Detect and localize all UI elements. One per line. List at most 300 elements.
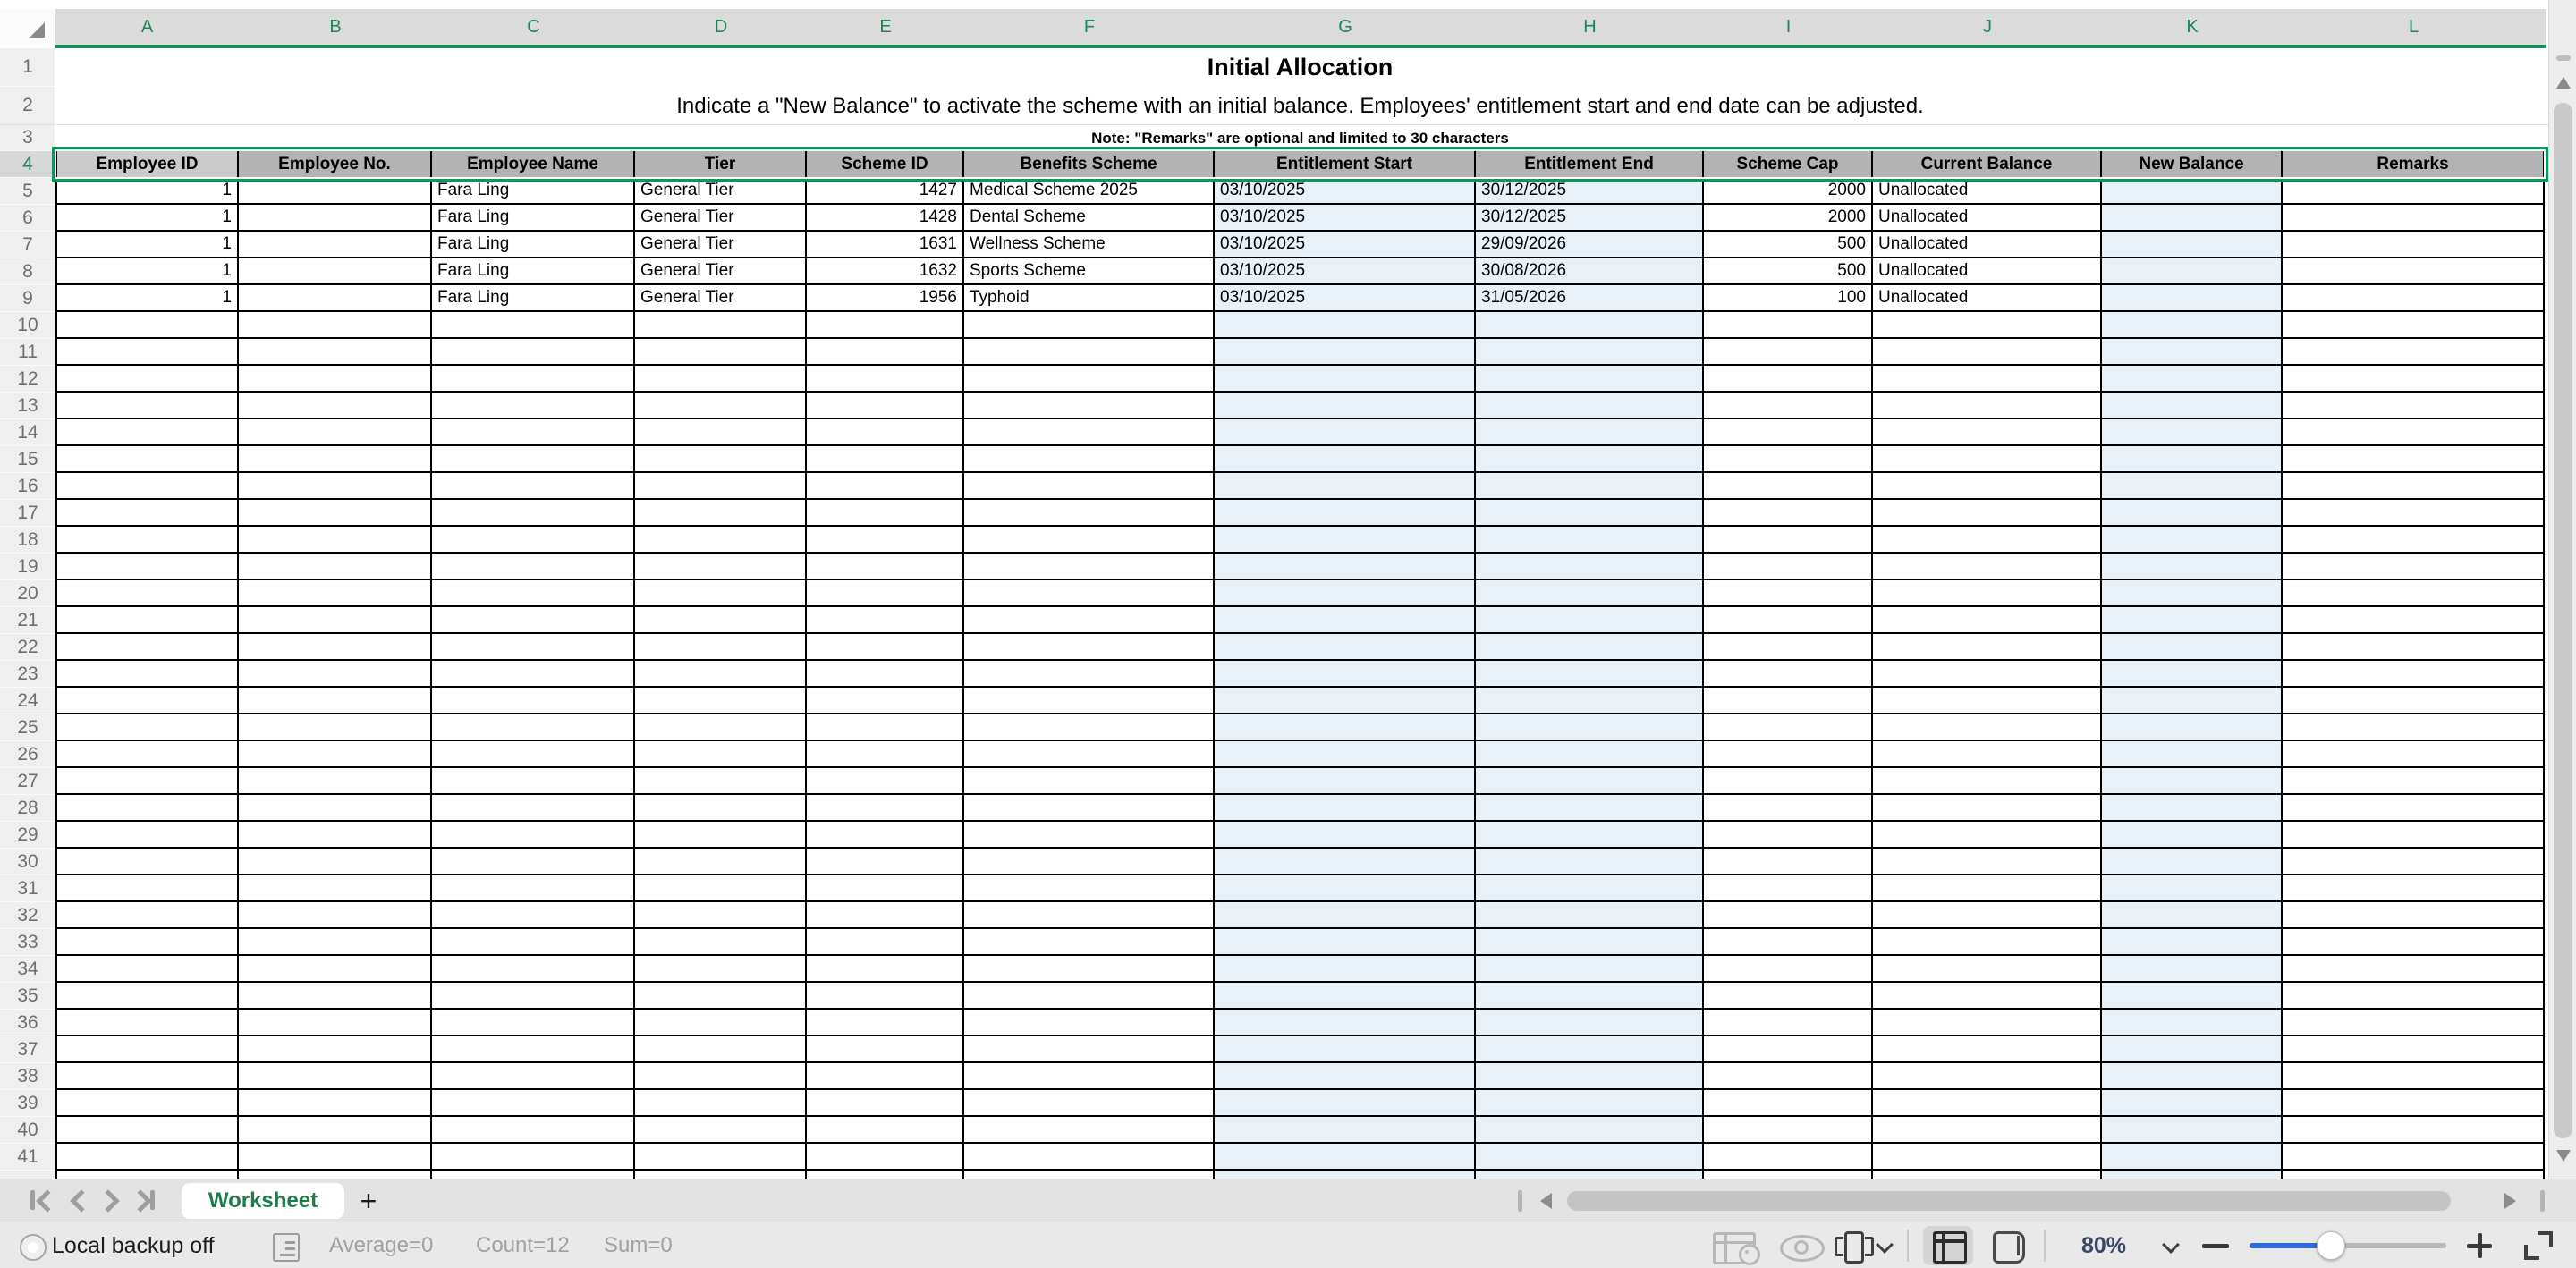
cell-K5[interactable] (2102, 178, 2283, 203)
cell-G36[interactable] (1215, 1010, 1476, 1035)
cell-G27[interactable] (1215, 768, 1476, 793)
cell-A21[interactable] (55, 607, 239, 632)
row-header-34[interactable]: 34 (0, 956, 55, 983)
cell-A41[interactable] (55, 1144, 239, 1169)
cell-C38[interactable] (432, 1063, 635, 1088)
cell-B13[interactable] (239, 393, 432, 418)
cell-I16[interactable] (1704, 473, 1873, 498)
cell-A17[interactable] (55, 500, 239, 525)
cell-G41[interactable] (1215, 1144, 1476, 1169)
cell-E25[interactable] (807, 714, 964, 740)
row-header-15[interactable]: 15 (0, 446, 55, 473)
cell-L34[interactable] (2283, 956, 2545, 981)
row-header-20[interactable]: 20 (0, 580, 55, 607)
cell-B28[interactable] (239, 795, 432, 820)
cell-G25[interactable] (1215, 714, 1476, 740)
cell-K40[interactable] (2102, 1117, 2283, 1142)
cell-I26[interactable] (1704, 741, 1873, 766)
cell-K11[interactable] (2102, 339, 2283, 364)
row-header-23[interactable]: 23 (0, 661, 55, 688)
header-cell-tier[interactable]: Tier (635, 151, 807, 178)
cell-A13[interactable] (55, 393, 239, 418)
cell-L7[interactable] (2283, 232, 2545, 257)
cell-J31[interactable] (1873, 875, 2102, 900)
cell-B7[interactable] (239, 232, 432, 257)
cell-J21[interactable] (1873, 607, 2102, 632)
cell-G32[interactable] (1215, 902, 1476, 927)
cell-B38[interactable] (239, 1063, 432, 1088)
cell-L10[interactable] (2283, 312, 2545, 337)
cell-B32[interactable] (239, 902, 432, 927)
cell-G21[interactable] (1215, 607, 1476, 632)
cell-H21[interactable] (1476, 607, 1704, 632)
cell-F34[interactable] (964, 956, 1215, 981)
cell-E16[interactable] (807, 473, 964, 498)
cell-A36[interactable] (55, 1010, 239, 1035)
cell-C11[interactable] (432, 339, 635, 364)
cell-G8[interactable]: 03/10/2025 (1215, 258, 1476, 283)
cell-L32[interactable] (2283, 902, 2545, 927)
cell-F30[interactable] (964, 849, 1215, 874)
add-sheet-button[interactable]: + (360, 1184, 377, 1217)
cell-L40[interactable] (2283, 1117, 2545, 1142)
row-header-19[interactable]: 19 (0, 554, 55, 580)
cell-K37[interactable] (2102, 1036, 2283, 1061)
cell-C14[interactable] (432, 419, 635, 444)
cell-H36[interactable] (1476, 1010, 1704, 1035)
row-header-36[interactable]: 36 (0, 1010, 55, 1036)
cell-L25[interactable] (2283, 714, 2545, 740)
cell-D16[interactable] (635, 473, 807, 498)
cell-D19[interactable] (635, 554, 807, 579)
cell-L42[interactable] (2283, 1171, 2545, 1179)
cell-K12[interactable] (2102, 366, 2283, 391)
cell-K41[interactable] (2102, 1144, 2283, 1169)
cell-L30[interactable] (2283, 849, 2545, 874)
row-header-13[interactable]: 13 (0, 393, 55, 419)
cell-F10[interactable] (964, 312, 1215, 337)
cell-H39[interactable] (1476, 1090, 1704, 1115)
cell-I41[interactable] (1704, 1144, 1873, 1169)
zoom-out-button[interactable] (2202, 1244, 2229, 1248)
cell-D41[interactable] (635, 1144, 807, 1169)
cell-F35[interactable] (964, 983, 1215, 1008)
cell-J35[interactable] (1873, 983, 2102, 1008)
cell-J12[interactable] (1873, 366, 2102, 391)
cell-C32[interactable] (432, 902, 635, 927)
cell-D14[interactable] (635, 419, 807, 444)
cell-B18[interactable] (239, 527, 432, 552)
cell-C18[interactable] (432, 527, 635, 552)
cell-C17[interactable] (432, 500, 635, 525)
header-cell-remarks[interactable]: Remarks (2283, 151, 2545, 178)
cell-H18[interactable] (1476, 527, 1704, 552)
row-header-16[interactable]: 16 (0, 473, 55, 500)
cell-G35[interactable] (1215, 983, 1476, 1008)
cell-F38[interactable] (964, 1063, 1215, 1088)
cell-B33[interactable] (239, 929, 432, 954)
row-header-12[interactable]: 12 (0, 366, 55, 393)
cell-A19[interactable] (55, 554, 239, 579)
cell-E37[interactable] (807, 1036, 964, 1061)
cell-D26[interactable] (635, 741, 807, 766)
cell-L15[interactable] (2283, 446, 2545, 471)
cell-C30[interactable] (432, 849, 635, 874)
cell-F16[interactable] (964, 473, 1215, 498)
cell-G7[interactable]: 03/10/2025 (1215, 232, 1476, 257)
cell-D40[interactable] (635, 1117, 807, 1142)
normal-view-button[interactable] (1923, 1226, 1973, 1265)
cell-B24[interactable] (239, 688, 432, 713)
cell-F32[interactable] (964, 902, 1215, 927)
cell-H29[interactable] (1476, 822, 1704, 847)
cell-D12[interactable] (635, 366, 807, 391)
cell-I32[interactable] (1704, 902, 1873, 927)
row-header-39[interactable]: 39 (0, 1090, 55, 1117)
cell-C31[interactable] (432, 875, 635, 900)
cell-A12[interactable] (55, 366, 239, 391)
cell-E5[interactable]: 1427 (807, 178, 964, 203)
row-header-2[interactable]: 2 (0, 87, 55, 125)
header-cell-current-balance[interactable]: Current Balance (1873, 151, 2102, 178)
cell-A25[interactable] (55, 714, 239, 740)
cell-B26[interactable] (239, 741, 432, 766)
row-header-24[interactable]: 24 (0, 688, 55, 714)
cell-B27[interactable] (239, 768, 432, 793)
cell-E11[interactable] (807, 339, 964, 364)
cell-C24[interactable] (432, 688, 635, 713)
cell-A20[interactable] (55, 580, 239, 605)
cell-F24[interactable] (964, 688, 1215, 713)
cell-F8[interactable]: Sports Scheme (964, 258, 1215, 283)
cell-E12[interactable] (807, 366, 964, 391)
cell-G20[interactable] (1215, 580, 1476, 605)
cell-D13[interactable] (635, 393, 807, 418)
cell-K32[interactable] (2102, 902, 2283, 927)
cell-I35[interactable] (1704, 983, 1873, 1008)
cell-G13[interactable] (1215, 393, 1476, 418)
cell-C39[interactable] (432, 1090, 635, 1115)
cell-D28[interactable] (635, 795, 807, 820)
cell-H9[interactable]: 31/05/2026 (1476, 285, 1704, 310)
cell-H41[interactable] (1476, 1144, 1704, 1169)
cell-I20[interactable] (1704, 580, 1873, 605)
cell-C5[interactable]: Fara Ling (432, 178, 635, 203)
zoom-slider-thumb[interactable] (2317, 1231, 2345, 1260)
cell-I19[interactable] (1704, 554, 1873, 579)
cell-G22[interactable] (1215, 634, 1476, 659)
row-header-5[interactable]: 5 (0, 178, 55, 205)
cell-L27[interactable] (2283, 768, 2545, 793)
cell-K25[interactable] (2102, 714, 2283, 740)
cell-K19[interactable] (2102, 554, 2283, 579)
cell-H24[interactable] (1476, 688, 1704, 713)
cell-H32[interactable] (1476, 902, 1704, 927)
cell-I38[interactable] (1704, 1063, 1873, 1088)
cell-F20[interactable] (964, 580, 1215, 605)
cell-H25[interactable] (1476, 714, 1704, 740)
cell-K27[interactable] (2102, 768, 2283, 793)
cell-K21[interactable] (2102, 607, 2283, 632)
vertical-scrollbar[interactable] (2548, 0, 2576, 1179)
cell-J28[interactable] (1873, 795, 2102, 820)
row-header-11[interactable]: 11 (0, 339, 55, 366)
column-header-J[interactable]: J (1983, 16, 1992, 37)
cell-E31[interactable] (807, 875, 964, 900)
cell-C6[interactable]: Fara Ling (432, 205, 635, 230)
cell-J26[interactable] (1873, 741, 2102, 766)
cell-B34[interactable] (239, 956, 432, 981)
cell-C35[interactable] (432, 983, 635, 1008)
cell-A39[interactable] (55, 1090, 239, 1115)
cell-J14[interactable] (1873, 419, 2102, 444)
cell-I22[interactable] (1704, 634, 1873, 659)
cell-G18[interactable] (1215, 527, 1476, 552)
cell-H13[interactable] (1476, 393, 1704, 418)
cell-K38[interactable] (2102, 1063, 2283, 1088)
cell-I17[interactable] (1704, 500, 1873, 525)
cell-D18[interactable] (635, 527, 807, 552)
cell-E13[interactable] (807, 393, 964, 418)
cell-B8[interactable] (239, 258, 432, 283)
cell-K17[interactable] (2102, 500, 2283, 525)
cell-C19[interactable] (432, 554, 635, 579)
cell-F37[interactable] (964, 1036, 1215, 1061)
zoom-in-button[interactable] (2467, 1233, 2492, 1258)
cell-I18[interactable] (1704, 527, 1873, 552)
row-header-32[interactable]: 32 (0, 902, 55, 929)
cell-E19[interactable] (807, 554, 964, 579)
cell-G11[interactable] (1215, 339, 1476, 364)
cell-F17[interactable] (964, 500, 1215, 525)
cell-D32[interactable] (635, 902, 807, 927)
hsplit-handle-right-icon[interactable] (2540, 1190, 2545, 1212)
cell-L12[interactable] (2283, 366, 2545, 391)
zoom-level[interactable]: 80% (2081, 1232, 2127, 1258)
cell-C9[interactable]: Fara Ling (432, 285, 635, 310)
row-header-1[interactable]: 1 (0, 48, 55, 87)
page-layout-view-icon[interactable] (1993, 1231, 2025, 1264)
cell-D24[interactable] (635, 688, 807, 713)
column-header-L[interactable]: L (2408, 16, 2419, 37)
cell-I31[interactable] (1704, 875, 1873, 900)
cell-G23[interactable] (1215, 661, 1476, 686)
cell-J39[interactable] (1873, 1090, 2102, 1115)
cell-H37[interactable] (1476, 1036, 1704, 1061)
cell-F12[interactable] (964, 366, 1215, 391)
cell-K30[interactable] (2102, 849, 2283, 874)
cell-C8[interactable]: Fara Ling (432, 258, 635, 283)
cell-L20[interactable] (2283, 580, 2545, 605)
cell-G16[interactable] (1215, 473, 1476, 498)
cell-D20[interactable] (635, 580, 807, 605)
cell-L23[interactable] (2283, 661, 2545, 686)
cell-D22[interactable] (635, 634, 807, 659)
cell-G10[interactable] (1215, 312, 1476, 337)
cell-G26[interactable] (1215, 741, 1476, 766)
cell-A15[interactable] (55, 446, 239, 471)
cell-E29[interactable] (807, 822, 964, 847)
cell-B36[interactable] (239, 1010, 432, 1035)
cell-L13[interactable] (2283, 393, 2545, 418)
cell-D33[interactable] (635, 929, 807, 954)
cell-L37[interactable] (2283, 1036, 2545, 1061)
cell-D6[interactable]: General Tier (635, 205, 807, 230)
cell-D31[interactable] (635, 875, 807, 900)
cell-L35[interactable] (2283, 983, 2545, 1008)
cell-E41[interactable] (807, 1144, 964, 1169)
document-info-icon[interactable] (273, 1233, 300, 1262)
column-header-C[interactable]: C (527, 16, 540, 37)
cell-D10[interactable] (635, 312, 807, 337)
cell-F14[interactable] (964, 419, 1215, 444)
cell-K15[interactable] (2102, 446, 2283, 471)
cell-H14[interactable] (1476, 419, 1704, 444)
cell-J16[interactable] (1873, 473, 2102, 498)
cell-K16[interactable] (2102, 473, 2283, 498)
cell-B40[interactable] (239, 1117, 432, 1142)
cell-C20[interactable] (432, 580, 635, 605)
cell-E14[interactable] (807, 419, 964, 444)
cell-B11[interactable] (239, 339, 432, 364)
cell-G5[interactable]: 03/10/2025 (1215, 178, 1476, 203)
column-header-G[interactable]: G (1338, 16, 1352, 37)
column-header-E[interactable]: E (879, 16, 892, 37)
cell-A10[interactable] (55, 312, 239, 337)
cell-D25[interactable] (635, 714, 807, 740)
cell-D39[interactable] (635, 1090, 807, 1115)
cell-C42[interactable] (432, 1171, 635, 1179)
cell-B22[interactable] (239, 634, 432, 659)
cell-G33[interactable] (1215, 929, 1476, 954)
cell-E38[interactable] (807, 1063, 964, 1088)
cell-G6[interactable]: 03/10/2025 (1215, 205, 1476, 230)
cell-H22[interactable] (1476, 634, 1704, 659)
cell-B17[interactable] (239, 500, 432, 525)
cell-L22[interactable] (2283, 634, 2545, 659)
cell-J40[interactable] (1873, 1117, 2102, 1142)
cell-I21[interactable] (1704, 607, 1873, 632)
cell-G31[interactable] (1215, 875, 1476, 900)
cell-G40[interactable] (1215, 1117, 1476, 1142)
cell-J9[interactable]: Unallocated (1873, 285, 2102, 310)
cell-A16[interactable] (55, 473, 239, 498)
column-header-I[interactable]: I (1785, 16, 1792, 37)
cell-K22[interactable] (2102, 634, 2283, 659)
cell-L28[interactable] (2283, 795, 2545, 820)
cell-H40[interactable] (1476, 1117, 1704, 1142)
cell-K29[interactable] (2102, 822, 2283, 847)
previous-sheet-icon[interactable] (70, 1189, 92, 1212)
cell-J29[interactable] (1873, 822, 2102, 847)
cell-L17[interactable] (2283, 500, 2545, 525)
cell-L9[interactable] (2283, 285, 2545, 310)
cell-H15[interactable] (1476, 446, 1704, 471)
cell-I10[interactable] (1704, 312, 1873, 337)
cell-H26[interactable] (1476, 741, 1704, 766)
cell-B30[interactable] (239, 849, 432, 874)
header-cell-new-balance[interactable]: New Balance (2102, 151, 2283, 178)
cell-I6[interactable]: 2000 (1704, 205, 1873, 230)
cell-H7[interactable]: 29/09/2026 (1476, 232, 1704, 257)
cell-D42[interactable] (635, 1171, 807, 1179)
cell-G9[interactable]: 03/10/2025 (1215, 285, 1476, 310)
cell-B25[interactable] (239, 714, 432, 740)
cell-I37[interactable] (1704, 1036, 1873, 1061)
cell-J30[interactable] (1873, 849, 2102, 874)
cell-I39[interactable] (1704, 1090, 1873, 1115)
cell-C22[interactable] (432, 634, 635, 659)
row-header-35[interactable]: 35 (0, 983, 55, 1010)
cell-L11[interactable] (2283, 339, 2545, 364)
cell-I15[interactable] (1704, 446, 1873, 471)
cell-D37[interactable] (635, 1036, 807, 1061)
cell-G12[interactable] (1215, 366, 1476, 391)
cell-H34[interactable] (1476, 956, 1704, 981)
cell-E7[interactable]: 1631 (807, 232, 964, 257)
cell-I9[interactable]: 100 (1704, 285, 1873, 310)
cell-K42[interactable] (2102, 1171, 2283, 1179)
hsplit-handle-icon[interactable] (1518, 1190, 1522, 1212)
cell-I33[interactable] (1704, 929, 1873, 954)
cell-C16[interactable] (432, 473, 635, 498)
cell-C25[interactable] (432, 714, 635, 740)
cell-J19[interactable] (1873, 554, 2102, 579)
cell-F6[interactable]: Dental Scheme (964, 205, 1215, 230)
cell-B21[interactable] (239, 607, 432, 632)
cell-H30[interactable] (1476, 849, 1704, 874)
header-cell-employee-no-[interactable]: Employee No. (239, 151, 432, 178)
cell-A22[interactable] (55, 634, 239, 659)
cell-F36[interactable] (964, 1010, 1215, 1035)
local-backup-status-icon[interactable] (20, 1234, 47, 1261)
cell-D30[interactable] (635, 849, 807, 874)
cell-L24[interactable] (2283, 688, 2545, 713)
cell-B35[interactable] (239, 983, 432, 1008)
first-sheet-button[interactable] (30, 1190, 35, 1210)
cell-C28[interactable] (432, 795, 635, 820)
column-header-K[interactable]: K (2186, 16, 2199, 37)
cell-I34[interactable] (1704, 956, 1873, 981)
cell-G34[interactable] (1215, 956, 1476, 981)
cell-J32[interactable] (1873, 902, 2102, 927)
cell-J42[interactable] (1873, 1171, 2102, 1179)
cell-L33[interactable] (2283, 929, 2545, 954)
cell-I42[interactable] (1704, 1171, 1873, 1179)
cell-K20[interactable] (2102, 580, 2283, 605)
cell-F18[interactable] (964, 527, 1215, 552)
cell-F22[interactable] (964, 634, 1215, 659)
cell-L41[interactable] (2283, 1144, 2545, 1169)
cell-B6[interactable] (239, 205, 432, 230)
cell-A18[interactable] (55, 527, 239, 552)
cell-I28[interactable] (1704, 795, 1873, 820)
row-header-30[interactable]: 30 (0, 849, 55, 875)
cell-B31[interactable] (239, 875, 432, 900)
cell-L18[interactable] (2283, 527, 2545, 552)
cell-F33[interactable] (964, 929, 1215, 954)
cell-H12[interactable] (1476, 366, 1704, 391)
header-cell-employee-id[interactable]: Employee ID (55, 151, 239, 178)
cell-E20[interactable] (807, 580, 964, 605)
cell-F13[interactable] (964, 393, 1215, 418)
cell-J18[interactable] (1873, 527, 2102, 552)
cell-H10[interactable] (1476, 312, 1704, 337)
cell-E15[interactable] (807, 446, 964, 471)
cell-E22[interactable] (807, 634, 964, 659)
cell-L31[interactable] (2283, 875, 2545, 900)
cell-L21[interactable] (2283, 607, 2545, 632)
